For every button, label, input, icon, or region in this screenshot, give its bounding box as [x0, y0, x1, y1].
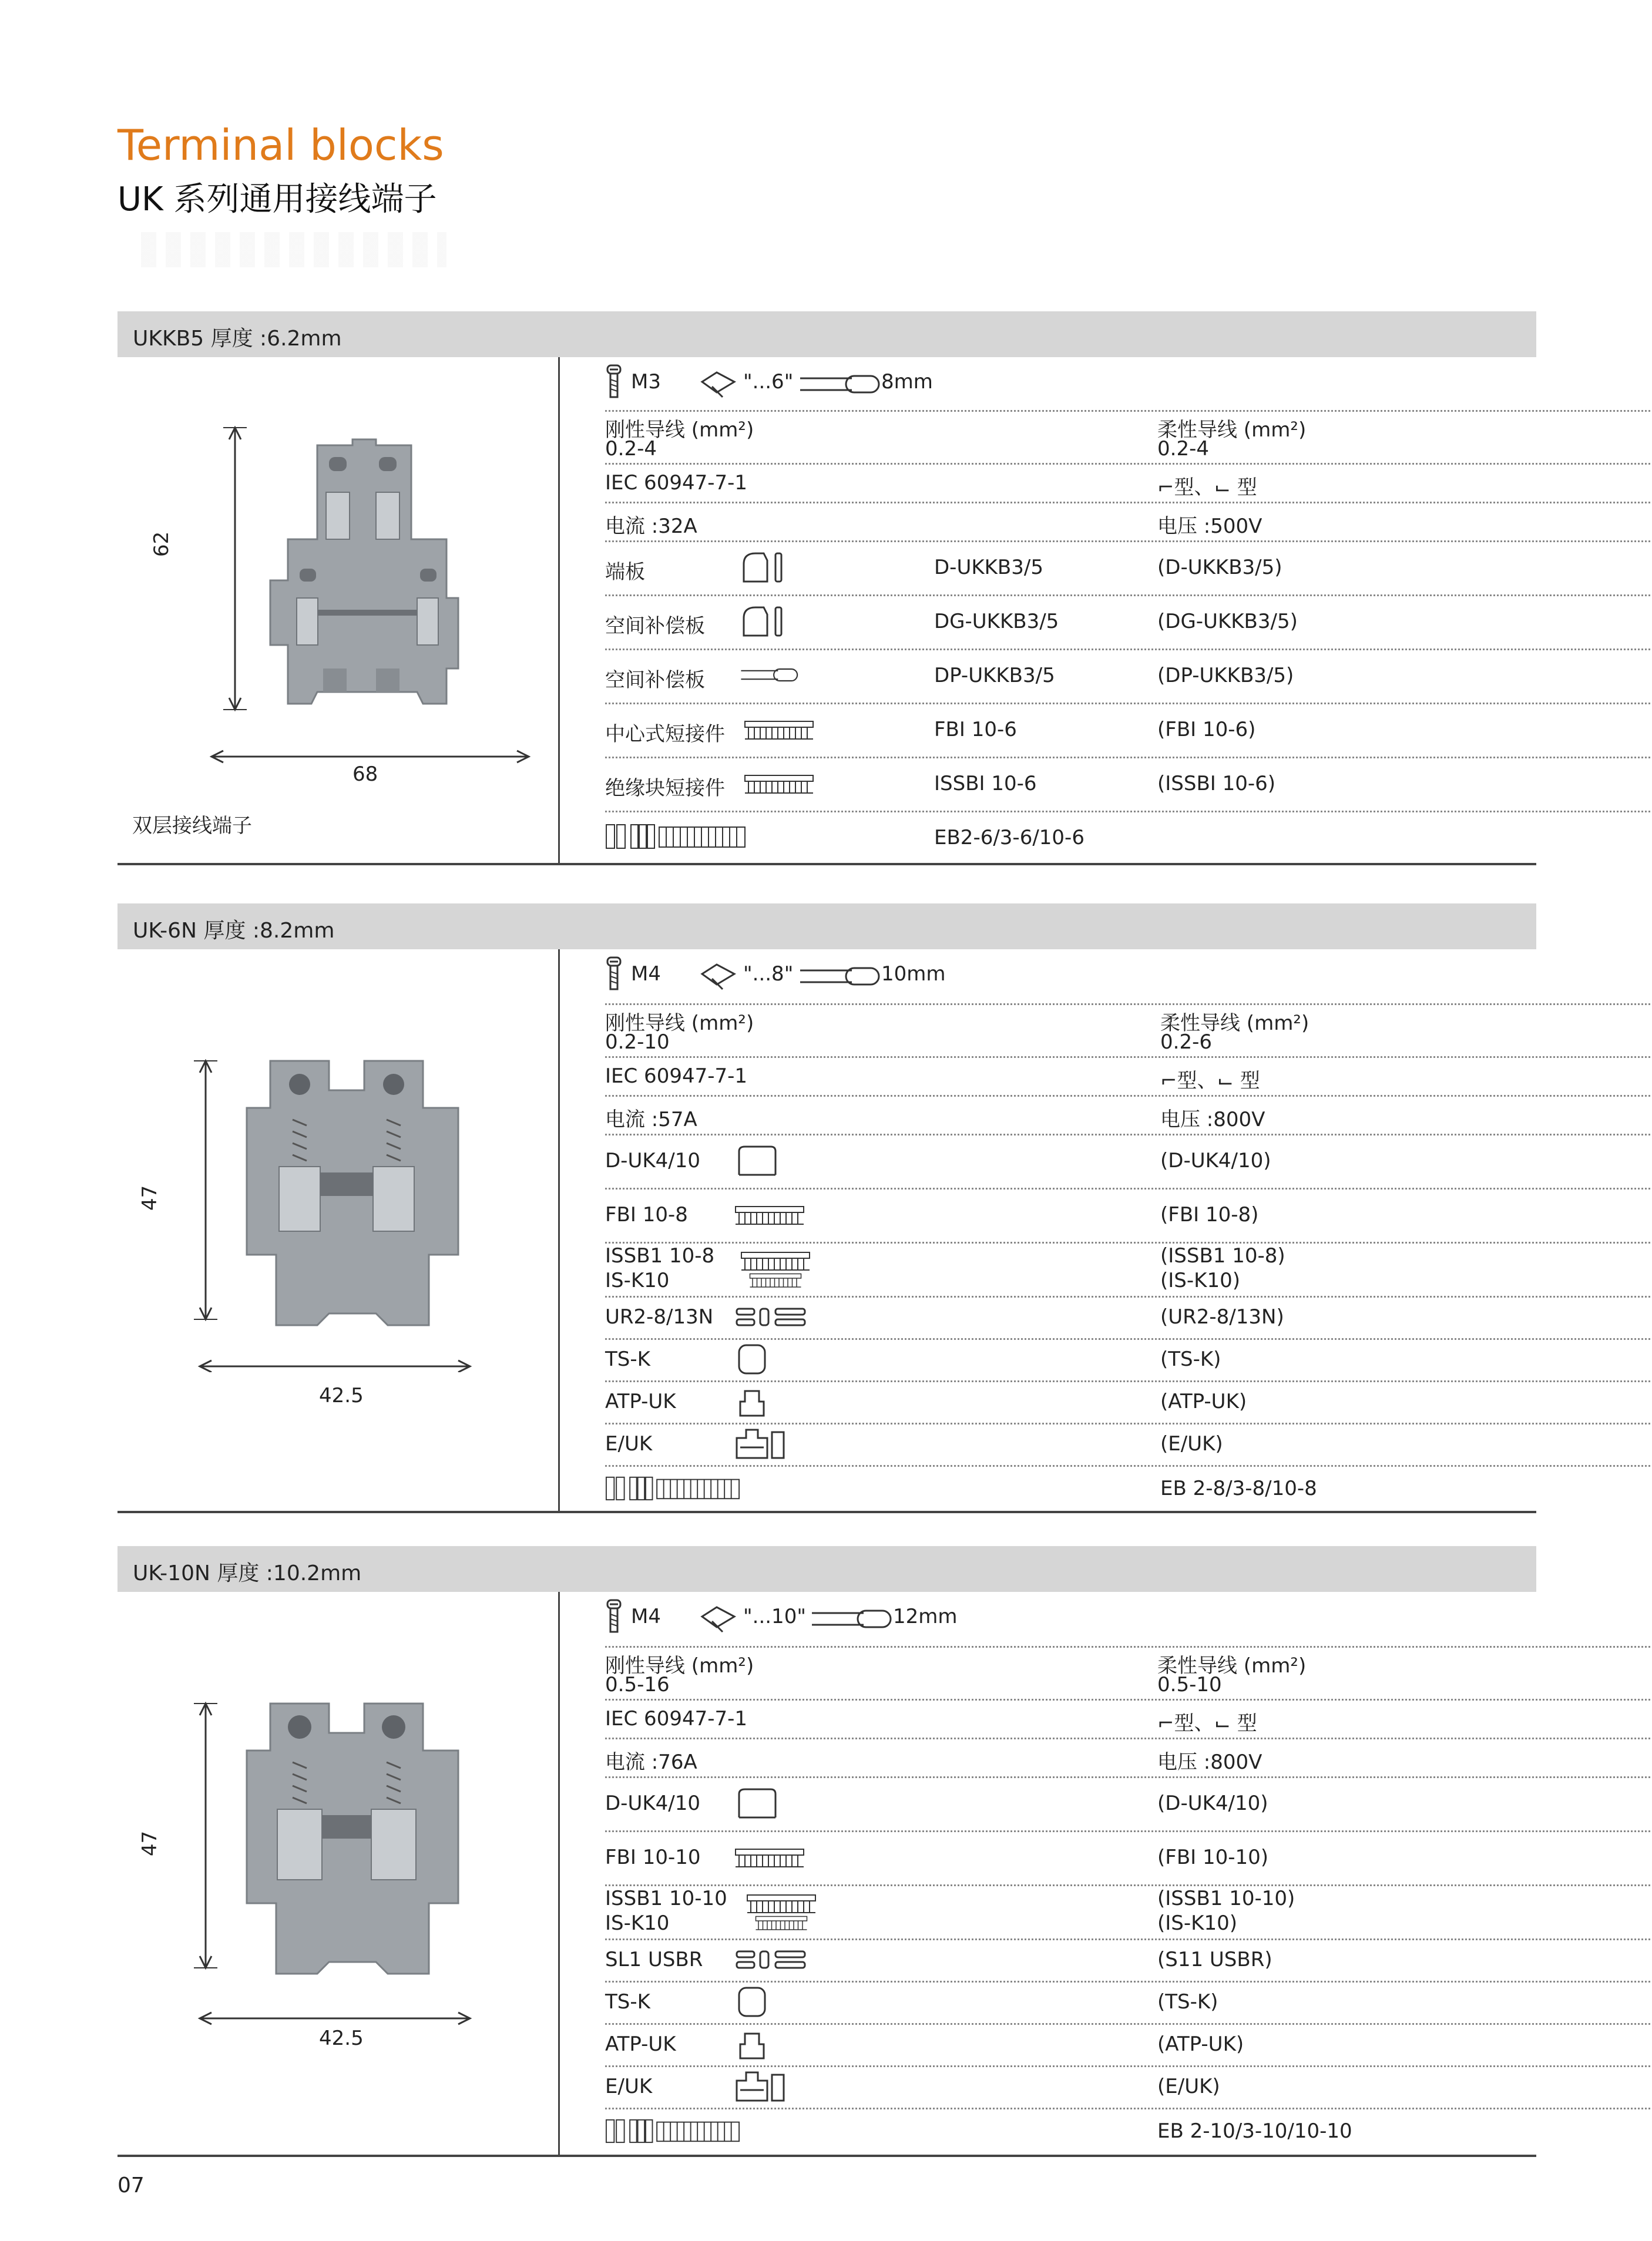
current-rating: 电流 :76A [605, 1751, 697, 1774]
end-clamp-icon [734, 1426, 787, 1461]
accessory-row [605, 1423, 1652, 1467]
section-header-uk10n [117, 1546, 1536, 1592]
accessory-row [605, 1242, 1652, 1298]
accessory-name: SL1 USBR [605, 1948, 703, 1971]
standard: IEC 60947-7-1 [605, 471, 748, 495]
screw-size: M4 [631, 1605, 661, 1628]
accessory-row [605, 2065, 1652, 2109]
column-divider [558, 357, 560, 865]
accessory-name: D-UK4/10 [605, 1792, 700, 1815]
accessory-code: EB2-6/3-6/10-6 [934, 826, 1084, 849]
rail-type: ⌐型、⌙ 型 [1157, 476, 1257, 499]
accessory-alt-code: (TS-K) [1160, 1348, 1221, 1371]
accessory-name: E/UK [605, 2075, 653, 2098]
rigid-wire-value: 0.5-16 [605, 1673, 670, 1696]
spec-row-rating [605, 1738, 1652, 1778]
flex-wire-value: 0.2-6 [1160, 1030, 1212, 1054]
width-dimension: 68 [352, 762, 378, 786]
accessory-alt-code: (DP-UKKB3/5) [1157, 664, 1294, 687]
accessory-row [605, 1884, 1652, 1940]
accessory-row [605, 811, 1652, 862]
accessory-alt-code: (ATP-UK) [1160, 1390, 1247, 1413]
accessory-name: ISSB1 10-10 [605, 1887, 727, 1910]
accessory-alt-code: (UR2-8/13N) [1160, 1305, 1284, 1329]
accessory-name: TS-K [605, 1348, 650, 1371]
strip-length: 10mm [881, 962, 946, 986]
accessory-row [605, 1776, 1652, 1832]
accessory-name: ATP-UK [605, 1390, 676, 1413]
accessory-alt-code-secondary: (IS-K10) [1157, 1911, 1237, 1935]
spec-row-tools [605, 1592, 1652, 1648]
rigid-wire-label: 刚性导线 (mm²) [605, 418, 754, 442]
rigid-wire-label: 刚性导线 (mm²) [605, 1012, 754, 1035]
screwdriver-icon [699, 369, 740, 398]
accessory-row [605, 594, 1652, 650]
accessory-alt-code: (D-UK4/10) [1160, 1149, 1271, 1172]
accessory-alt-code: (FBI 10-10) [1157, 1846, 1269, 1869]
section-ukkb5 [117, 357, 1536, 865]
accessory-row [605, 2023, 1652, 2067]
bridge-comb-icon [734, 1203, 805, 1227]
standard: IEC 60947-7-1 [605, 1064, 748, 1088]
width-dimension: 42.5 [319, 1384, 364, 1407]
accessory-alt-code: EB 2-10/3-10/10-10 [1157, 2119, 1352, 2143]
accessory-name: D-UK4/10 [605, 1149, 700, 1172]
accessory-alt-code: (S11 USBR) [1157, 1948, 1272, 1971]
voltage-rating: 电压 :800V [1157, 1751, 1262, 1774]
section-header-ukkb5 [117, 311, 1536, 357]
product-image-uk6n [153, 1055, 505, 1372]
strip-length-icon [799, 966, 881, 987]
accessory-name: UR2-8/13N [605, 1305, 714, 1329]
accessory-name: FBI 10-10 [605, 1846, 701, 1869]
height-dimension: 47 [138, 1830, 162, 1856]
section-bottom-rule [117, 1511, 1536, 1513]
marker-strip-icon [605, 821, 746, 851]
accessory-row [605, 1830, 1652, 1886]
column-divider [558, 949, 560, 1513]
accessory-row [605, 1380, 1652, 1424]
accessory-row [605, 1134, 1652, 1190]
accessory-code: FBI 10-6 [934, 718, 1017, 741]
rigid-wire-value: 0.2-10 [605, 1030, 670, 1054]
flex-wire-label: 柔性导线 (mm²) [1157, 1654, 1307, 1678]
insulated-bridge-icon [734, 1271, 817, 1289]
strip-length-icon [811, 1608, 893, 1629]
spec-row-wire [605, 1003, 1652, 1058]
insulated-bridge-icon [734, 1914, 828, 1931]
accessory-alt-code: (TS-K) [1157, 1990, 1218, 2014]
screwdriver-icon [699, 961, 740, 990]
section-header-text: UK-10N 厚度 :10.2mm [133, 1561, 362, 1585]
accessory-name-secondary: IS-K10 [605, 1911, 670, 1935]
spacer-plate-flat-icon [740, 660, 799, 690]
partition-plate-icon [734, 1984, 770, 2020]
height-dimension: 47 [138, 1185, 162, 1211]
screwdriver-size: "...10" [743, 1605, 806, 1628]
accessory-name: 绝缘块短接件 [605, 777, 725, 800]
spec-row-wire [605, 1646, 1652, 1701]
spec-row-tools [605, 949, 1652, 1005]
accessory-row [605, 703, 1652, 758]
reducing-bridge-icon [734, 1948, 811, 1971]
current-rating: 电流 :32A [605, 515, 697, 538]
partition-plate-icon [734, 1342, 770, 1377]
marker-strip-icon [605, 1473, 740, 1503]
accessory-alt-code-secondary: (IS-K10) [1160, 1269, 1240, 1292]
marker-strip-icon [605, 2116, 740, 2145]
accessory-alt-code: (ATP-UK) [1157, 2032, 1244, 2056]
screw-size: M3 [631, 370, 661, 394]
end-plate-icon [734, 1786, 781, 1821]
spec-row-rating [605, 1095, 1652, 1135]
flex-wire-value: 0.5-10 [1157, 1673, 1222, 1696]
accessory-name: 空间补偿板 [605, 614, 705, 638]
bridge-comb-icon [744, 718, 814, 741]
section-header-text: UK-6N 厚度 :8.2mm [133, 919, 335, 943]
screwdriver-size: "...6" [743, 370, 794, 394]
accessory-name: FBI 10-8 [605, 1203, 688, 1227]
rail-type: ⌐型、⌙ 型 [1157, 1712, 1257, 1735]
separator-plate-icon [734, 2027, 770, 2062]
separator-plate-icon [734, 1384, 770, 1419]
accessory-row [605, 1188, 1652, 1244]
accessory-name: 端板 [605, 560, 645, 584]
page-number: 07 [117, 2173, 145, 2198]
current-rating: 电流 :57A [605, 1108, 697, 1131]
accessory-name: TS-K [605, 1990, 650, 2014]
end-plate-icon [740, 550, 787, 585]
accessory-name-secondary: IS-K10 [605, 1269, 670, 1292]
accessory-alt-code: (FBI 10-8) [1160, 1203, 1259, 1227]
accessory-code: ISSBI 10-6 [934, 772, 1037, 795]
product-image-ukkb5 [200, 422, 540, 768]
spec-row-standard [605, 463, 1652, 503]
accessory-row [605, 1465, 1652, 1511]
screw-size: M4 [631, 962, 661, 986]
end-plate-icon [734, 1143, 781, 1178]
section-bottom-rule [117, 2155, 1536, 2157]
accessory-alt-code: EB 2-8/3-8/10-8 [1160, 1477, 1317, 1500]
accessory-alt-code: (ISSB1 10-10) [1157, 1887, 1295, 1910]
standard: IEC 60947-7-1 [605, 1707, 748, 1731]
section-bottom-rule [117, 863, 1536, 865]
page-title: Terminal blocks [117, 120, 444, 170]
faint-watermark [141, 232, 446, 267]
accessory-code: D-UKKB3/5 [934, 556, 1043, 579]
accessory-alt-code: (ISSBI 10-6) [1157, 772, 1276, 795]
column-divider [558, 1592, 560, 2157]
accessory-code: DG-UKKB3/5 [934, 610, 1059, 633]
end-clamp-icon [734, 2069, 787, 2104]
accessory-row [605, 2108, 1652, 2155]
section-uk6n [117, 949, 1536, 1513]
rail-type: ⌐型、⌙ 型 [1160, 1069, 1260, 1093]
accessory-row [605, 1296, 1652, 1340]
spec-row-standard [605, 1699, 1652, 1739]
accessory-row [605, 540, 1652, 596]
product-caption: 双层接线端子 [132, 814, 252, 838]
flex-wire-value: 0.2-4 [1157, 437, 1209, 461]
section-header-text: UKKB5 厚度 :6.2mm [133, 327, 342, 351]
screw-icon [605, 364, 623, 399]
accessory-code: DP-UKKB3/5 [934, 664, 1055, 687]
section-header-uk6n [117, 903, 1536, 949]
strip-length: 8mm [881, 370, 933, 394]
screwdriver-icon [699, 1604, 740, 1633]
accessory-name: E/UK [605, 1432, 653, 1456]
accessory-row [605, 1338, 1652, 1382]
bridge-comb-icon [734, 1846, 805, 1869]
spec-row-tools [605, 357, 1652, 412]
accessory-alt-code: (DG-UKKB3/5) [1157, 610, 1298, 633]
voltage-rating: 电压 :800V [1160, 1108, 1265, 1131]
height-dimension: 62 [150, 531, 173, 557]
screw-icon [605, 1599, 623, 1634]
accessory-alt-code: (E/UK) [1160, 1432, 1223, 1456]
accessory-alt-code: (D-UKKB3/5) [1157, 556, 1282, 579]
flex-wire-label: 柔性导线 (mm²) [1157, 418, 1307, 442]
accessory-name: 中心式短接件 [605, 723, 725, 746]
insulated-bridge-icon [734, 1249, 817, 1272]
accessory-name: 空间补偿板 [605, 668, 705, 692]
accessory-alt-code: (FBI 10-6) [1157, 718, 1256, 741]
accessory-alt-code: (E/UK) [1157, 2075, 1220, 2098]
screwdriver-size: "...8" [743, 962, 794, 986]
accessory-row [605, 757, 1652, 812]
width-dimension: 42.5 [319, 2027, 364, 2050]
accessory-row [605, 1938, 1652, 1983]
spacer-plate-icon [740, 604, 787, 639]
insulated-bridge-icon [744, 772, 814, 795]
insulated-bridge-icon [734, 1891, 828, 1915]
page-subtitle: UK 系列通用接线端子 [117, 180, 437, 219]
spec-row-rating [605, 502, 1652, 542]
accessory-row [605, 649, 1652, 704]
reducing-bridge-icon [734, 1305, 811, 1329]
section-uk10n [117, 1592, 1536, 2157]
rigid-wire-value: 0.2-4 [605, 437, 657, 461]
strip-length: 12mm [893, 1605, 958, 1628]
screw-icon [605, 956, 623, 992]
rigid-wire-label: 刚性导线 (mm²) [605, 1654, 754, 1678]
accessory-name: ATP-UK [605, 2032, 676, 2056]
strip-length-icon [799, 374, 881, 395]
spec-row-wire [605, 410, 1652, 465]
accessory-name: ISSB1 10-8 [605, 1244, 715, 1268]
product-image-uk10n [153, 1698, 505, 2027]
voltage-rating: 电压 :500V [1157, 515, 1262, 538]
accessory-row [605, 1981, 1652, 2025]
accessory-alt-code: (ISSB1 10-8) [1160, 1244, 1285, 1268]
spec-row-standard [605, 1056, 1652, 1097]
accessory-alt-code: (D-UK4/10) [1157, 1792, 1268, 1815]
flex-wire-label: 柔性导线 (mm²) [1160, 1012, 1309, 1035]
